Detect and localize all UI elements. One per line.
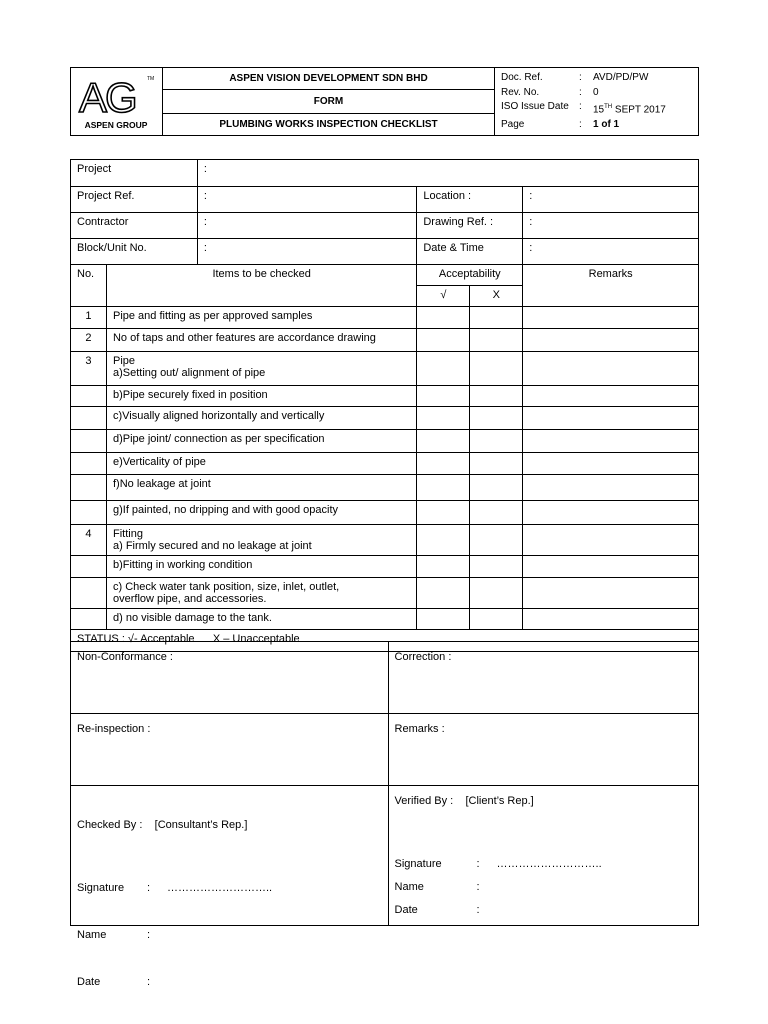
aspen-group-logo xyxy=(71,68,161,134)
correction-field[interactable]: Correction : xyxy=(388,642,698,714)
x-cell[interactable] xyxy=(470,307,523,329)
remarks-cell[interactable] xyxy=(523,386,699,407)
drawing-ref-value[interactable]: : xyxy=(523,213,699,239)
table-row: e)Verticality of pipe xyxy=(71,453,699,475)
col-no-header: No. xyxy=(71,265,107,307)
tick-cell[interactable] xyxy=(417,556,470,578)
remarks-cell[interactable] xyxy=(523,578,699,609)
remarks-cell[interactable] xyxy=(523,609,699,630)
table-row: b)Fitting in working condition xyxy=(71,556,699,578)
checked-signature-row[interactable]: Signature : ……………………….. xyxy=(77,882,273,894)
contractor-label: Contractor xyxy=(71,213,198,239)
meta-page: Page : 1 of 1 xyxy=(501,118,620,130)
date-time-value[interactable]: : xyxy=(523,239,699,265)
table-row: d) no visible damage to the tank. xyxy=(71,609,699,630)
col-x-header: X xyxy=(470,286,523,307)
tick-cell[interactable] xyxy=(417,307,470,329)
verified-signature-row[interactable]: Signature : ……………………….. xyxy=(394,858,602,870)
contractor-value[interactable]: : xyxy=(197,213,417,239)
checked-by-block xyxy=(71,786,389,988)
table-row: 1 Pipe and fitting as per approved samples xyxy=(71,307,699,329)
x-cell[interactable] xyxy=(470,609,523,630)
svg-text:AG: AG xyxy=(79,74,136,121)
drawing-ref-label: Drawing Ref. : xyxy=(417,213,523,239)
checked-name-row[interactable]: Name : xyxy=(77,929,151,941)
svg-text:ASPEN GROUP: ASPEN GROUP xyxy=(84,120,148,130)
tick-cell[interactable] xyxy=(417,329,470,352)
x-cell[interactable] xyxy=(470,556,523,578)
location-value[interactable]: : xyxy=(523,187,699,213)
verified-date-row[interactable]: Date : xyxy=(394,904,480,916)
table-row: f)No leakage at joint xyxy=(71,475,699,501)
remarks-cell[interactable] xyxy=(523,501,699,525)
remarks-cell[interactable] xyxy=(523,556,699,578)
x-cell[interactable] xyxy=(470,430,523,453)
remarks-cell[interactable] xyxy=(523,525,699,556)
block-unit-label: Block/Unit No. xyxy=(71,239,198,265)
x-cell[interactable] xyxy=(470,475,523,501)
meta-rev-no: Rev. No. : 0 xyxy=(501,86,599,98)
re-inspection-field[interactable]: Re-inspection : xyxy=(71,714,389,786)
col-items-header: Items to be checked xyxy=(106,265,416,307)
form-title: PLUMBING WORKS INSPECTION CHECKLIST xyxy=(163,114,495,136)
project-label: Project xyxy=(71,160,198,187)
status-legend: STATUS : √- Acceptable X – Unacceptable xyxy=(71,630,699,652)
x-cell[interactable] xyxy=(470,501,523,525)
checked-by-label: Checked By : [Consultant’s Rep.] xyxy=(77,819,248,831)
remarks-cell[interactable] xyxy=(523,329,699,352)
project-ref-value[interactable]: : xyxy=(197,187,417,213)
remarks-field[interactable]: Remarks : xyxy=(388,714,698,786)
table-row: b)Pipe securely fixed in position xyxy=(71,386,699,407)
col-acceptability-header: Acceptability xyxy=(417,265,523,286)
meta-doc-ref: Doc. Ref. : AVD/PD/PW xyxy=(501,72,649,83)
remarks-cell[interactable] xyxy=(523,352,699,386)
date-time-label: Date & Time xyxy=(417,239,523,265)
tick-cell[interactable] xyxy=(417,407,470,430)
tick-cell[interactable] xyxy=(417,386,470,407)
tick-cell[interactable] xyxy=(417,609,470,630)
document-header xyxy=(70,67,699,136)
remarks-cell[interactable] xyxy=(523,307,699,329)
location-label: Location : xyxy=(417,187,523,213)
x-cell[interactable] xyxy=(470,578,523,609)
table-row: d)Pipe joint/ connection as per specification xyxy=(71,430,699,453)
doc-meta xyxy=(495,68,699,136)
non-conformance-field[interactable]: Non-Conformance : xyxy=(71,642,389,714)
company-name: ASPEN VISION DEVELOPMENT SDN BHD xyxy=(163,68,495,90)
x-cell[interactable] xyxy=(470,525,523,556)
verified-name-row[interactable]: Name : xyxy=(394,881,480,893)
remarks-cell[interactable] xyxy=(523,453,699,475)
x-cell[interactable] xyxy=(470,407,523,430)
remarks-cell[interactable] xyxy=(523,430,699,453)
lower-sections xyxy=(70,641,699,988)
form-label: FORM xyxy=(163,90,495,114)
block-unit-value[interactable]: : xyxy=(197,239,417,265)
tick-cell[interactable] xyxy=(417,525,470,556)
table-row: g)If painted, no dripping and with good opacity xyxy=(71,501,699,525)
verified-by-block xyxy=(388,786,698,926)
checklist-table xyxy=(70,159,699,652)
x-cell[interactable] xyxy=(470,352,523,386)
x-cell[interactable] xyxy=(470,386,523,407)
tick-cell[interactable] xyxy=(417,578,470,609)
col-remarks-header: Remarks xyxy=(523,265,699,307)
tick-cell[interactable] xyxy=(417,501,470,525)
col-tick-header: √ xyxy=(417,286,470,307)
table-row: c)Visually aligned horizontally and vertically xyxy=(71,407,699,430)
remarks-cell[interactable] xyxy=(523,475,699,501)
tick-cell[interactable] xyxy=(417,475,470,501)
table-row: 3 Pipe a)Setting out/ alignment of pipe xyxy=(71,352,699,386)
svg-text:TM: TM xyxy=(147,76,155,82)
x-cell[interactable] xyxy=(470,329,523,352)
tick-cell[interactable] xyxy=(417,453,470,475)
project-value[interactable]: : xyxy=(197,160,698,187)
verified-by-label: Verified By : [Client’s Rep.] xyxy=(394,795,534,807)
tick-cell[interactable] xyxy=(417,352,470,386)
meta-iso-date: ISO Issue Date : 15TH SEPT 2017 xyxy=(501,101,666,116)
tick-cell[interactable] xyxy=(417,430,470,453)
table-row: c) Check water tank position, size, inlet, outlet, overflow pipe, and accessories. xyxy=(71,578,699,609)
logo-cell xyxy=(71,68,163,136)
table-row: 2 No of taps and other features are accordance drawing xyxy=(71,329,699,352)
table-row: 4 Fitting a) Firmly secured and no leakage at joint xyxy=(71,525,699,556)
remarks-cell[interactable] xyxy=(523,407,699,430)
x-cell[interactable] xyxy=(470,453,523,475)
project-ref-label: Project Ref. xyxy=(71,187,198,213)
checked-date-row[interactable]: Date : xyxy=(77,976,151,988)
